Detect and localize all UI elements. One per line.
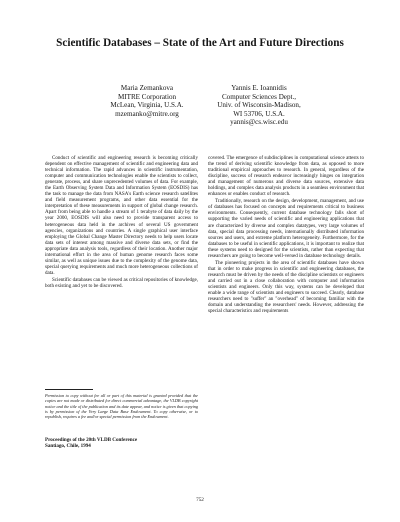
author-block-2 [199,84,319,127]
paragraph: The pioneering projects in the area of scientific databases have shown that in order to make progress in scientific and engineering databases, the research must be driven by the needs of the discipline scientists or engineers and carried out in a close collaboration with computer and information scientists and engineers. Only this way, systems can be developed that enable a wide range of scientists and engineers to succeed. Clearly, database researchers need to "suffer" an "overhead" of becoming familiar with the domain and understanding the researchers' needs. However, addressing the special characteristics and requirements [208,259,364,315]
conference-line-2: Santiago, Chile, 1994 [45,443,91,450]
paragraph: Scientific databases can be viewed as critical repositories of knowledge, both existing and yet to be discovered. [45,276,198,289]
author-address: Univ. of Wisconsin-Madison, [217,101,301,110]
right-column [208,155,364,314]
paragraph: covered. The emergence of subdisciplines in computational science attests to the trend of deriving scientific knowledge from data, as opposed to more traditional empirical approaches to research. In general, regardless of the discipline, success of research endeavor increasingly hinges on integration and management of numerous and diverse data sources, extensive data holdings, and complex data analysis products in a seamless environment that enhances or enables conduct of research. [208,155,364,198]
author-affiliation: Computer Sciences Dept., [221,92,297,101]
author-affiliation: MITRE Corporation [117,92,177,101]
paragraph: Conduct of scientific and engineering research is becoming critically dependent on effective management of scientific and engineering data and technical information. The rapid advances in scientific instrumentation, computer and communication technologies enable the scientists to collect, generate, process, and share unprecedented volumes of data. For example, the Earth Observing System Data and Information System (EOSDIS) has the task to manage the data from NASA's Earth science research satellites and field measurement programs, and other data essential for the interpretation of these measurements in support of global change research. Apart from being able to handle a stream of 1 terabyte of data daily by the year 2000, EOSDIS will also need to provide transparent access to heterogeneous data held in the archives of several US government agencies, organizations and countries. A single graphical user interface employing the Global Change Master Directory needs to help users locate data sets of interest among massive and diverse data sets, or find the appropriate data analysis tools, regardless of their location. Another major international effort in the area of human genome research faces some similar, as well as unique issues due to the complexity of the genome data, special querying requirements and much more heterogeneous collections of data. [45,155,198,276]
author-address-2: WI 53706, U.S.A. [233,109,285,118]
author-name: Maria Zemankova [120,84,174,92]
author-address: McLean, Virginia, U.S.A. [110,101,184,110]
conference-info [45,437,198,449]
author-block-1 [92,84,202,118]
author-email: yannis@cs.wisc.edu [230,118,288,127]
left-column [45,155,198,289]
paragraph: Traditionally, research on the design, development, management, and use of databases has focused on concepts and requirements critical to business environments. Consequently, current database technology falls short of supporting the varied needs of scientific and engineering applications that are characterized by diverse and complex datatypes, very large volumes of data, special data processing needs, internationally distributed information sources and users, and extreme platform heterogeneity. Furthermore, for the databases to be useful in scientific applications, it is important to realize that these systems need to designed for the scientists, rather than expecting that researchers are going to become well-versed in database technology details. [208,198,364,259]
author-name: Yannis E. Ioannidis [231,84,287,92]
copyright-footnote: Permission to copy without fee all or part of this material is granted provided that the copies are not made or distributed for direct commercial advantage, the VLDB copyright notice and the title of the publication and its date appear, and notice is given that copying is by permission of the Very Large Data Base Endowment. To copy otherwise, or to republish, requires a fee and/or special permission from the Endowment. [45,393,198,420]
author-email: mzemanko@mitre.org [115,109,179,118]
paper-title: Scientific Databases – State of the Art and Future Directions [56,37,344,49]
page-number: 752 [196,497,204,503]
footnote-rule [45,389,93,390]
conference-line-1: Proceedings of the 20th VLDB Conference [45,437,138,443]
